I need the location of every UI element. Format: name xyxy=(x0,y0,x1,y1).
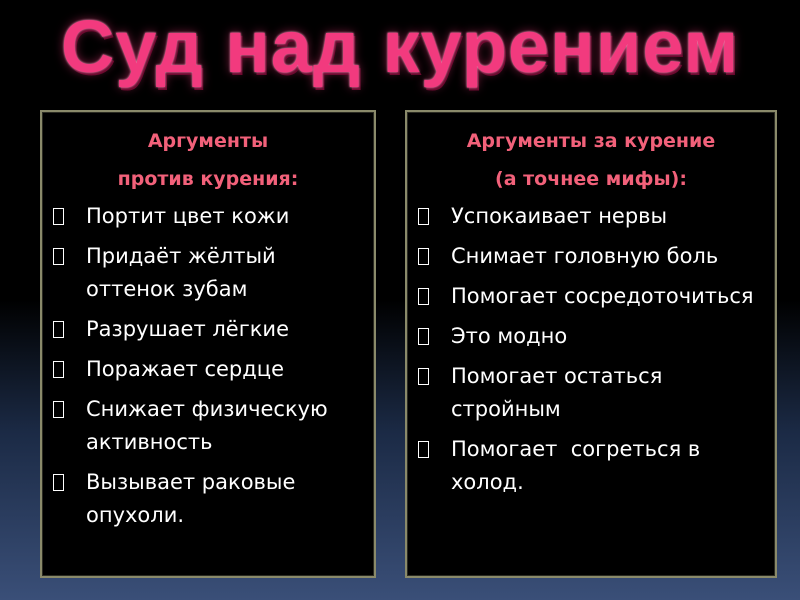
bullet-box-icon xyxy=(418,248,429,265)
list-item xyxy=(52,393,352,459)
list-item xyxy=(417,360,717,426)
list-item xyxy=(52,466,322,532)
list-item xyxy=(52,313,364,346)
against-heading-line2: против курения: xyxy=(117,168,299,190)
arguments-against-panel xyxy=(40,110,376,578)
list-item xyxy=(52,240,302,306)
against-heading-line1: Аргументы xyxy=(147,130,269,152)
page-title: Суд над курением xyxy=(60,5,740,88)
list-item xyxy=(52,353,364,386)
list-item-text: Помогает согреться в холод. xyxy=(451,437,707,494)
for-heading-line2: (а точнее мифы): xyxy=(495,168,687,190)
list-item-text: Поражает сердце xyxy=(86,357,284,381)
against-list xyxy=(52,200,364,532)
bullet-box-icon xyxy=(418,441,429,458)
for-heading-line1: Аргументы за курение xyxy=(466,130,716,152)
arguments-for-panel xyxy=(405,110,777,578)
bullet-box-icon xyxy=(418,328,429,345)
bullet-box-icon xyxy=(418,288,429,305)
list-item-text: Разрушает лёгкие xyxy=(86,317,289,341)
list-item xyxy=(52,200,364,233)
list-item xyxy=(417,200,765,233)
bullet-box-icon xyxy=(53,361,64,378)
for-list xyxy=(417,200,765,499)
list-item-text: Помогает сосредоточиться xyxy=(451,284,754,308)
bullet-box-icon xyxy=(53,248,64,265)
list-item-text: Это модно xyxy=(451,324,568,348)
list-item-text: Снимает головную боль xyxy=(451,244,719,268)
bullet-box-icon xyxy=(53,401,64,418)
list-item-text: Успокаивает нервы xyxy=(451,204,668,228)
bullet-box-icon xyxy=(53,474,64,491)
list-item-text: Снижает физическую активность xyxy=(86,397,328,454)
list-item-text: Придаёт жёлтый оттенок зубам xyxy=(86,244,276,301)
list-item-text: Помогает остаться стройным xyxy=(451,364,663,421)
list-item xyxy=(417,240,765,273)
list-item-text: Портит цвет кожи xyxy=(86,204,290,228)
list-item-text: Вызывает раковые опухоли. xyxy=(86,470,296,527)
list-item xyxy=(417,433,737,499)
bullet-box-icon xyxy=(53,208,64,225)
list-item xyxy=(417,320,765,353)
bullet-box-icon xyxy=(418,208,429,225)
bullet-box-icon xyxy=(53,321,64,338)
bullet-box-icon xyxy=(418,368,429,385)
list-item xyxy=(417,280,765,313)
